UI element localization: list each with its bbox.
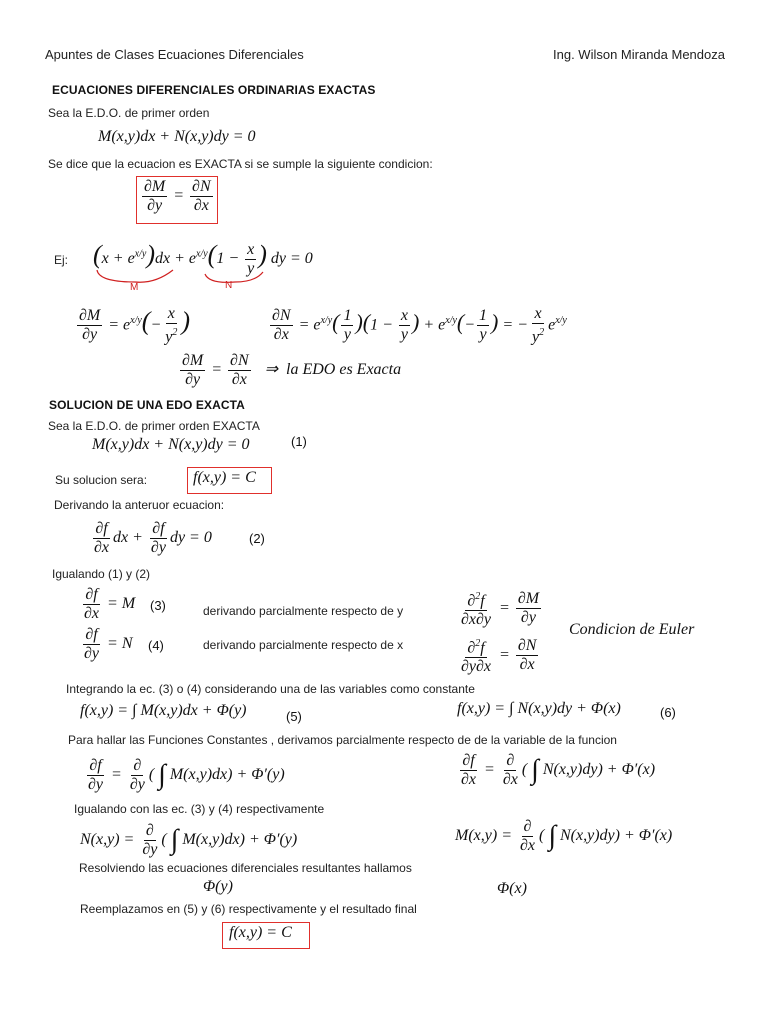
text-condicion-euler: Condicion de Euler (569, 621, 695, 638)
text-sea-exacta: Sea la E.D.O. de primer orden EXACTA (48, 419, 260, 433)
text-derivando-y: derivando parcialmente respecto de y (203, 604, 404, 618)
section-title-exactas: ECUACIONES DIFERENCIALES ORDINARIAS EXACTAS (52, 83, 376, 97)
text-su-solucion: Su solucion sera: (55, 473, 148, 487)
brace-label-n: N (225, 280, 233, 291)
equation-df-dy-phi: $\frac{\partial f}{\partial y}$ = $\frac{\partial}{\partial y}$ ( ∫ M(x,y)dx) + Φ′(y) (88, 757, 285, 793)
exactness-conclusion: $\frac{\partial M}{\partial y}$ = $\frac{\partial N}{\partial x}$ ⇒ la EDO es Exacta (182, 352, 402, 388)
text-reemplazamos: Reemplazamos en (5) y (6) respectivamente y el resultado final (80, 902, 417, 916)
result-phi-y: Φ(y) (203, 878, 233, 895)
equation-euler-2: $\frac{\partial^2f}{\partial y\partial x}$ = $\frac{\partial N}{\partial x}$ (457, 635, 540, 676)
equation-edo: M(x,y)dx + N(x,y)dy = 0 (98, 128, 256, 145)
result-phi-x: Φ(x) (497, 880, 527, 897)
partial-m-y: $\frac{\partial M}{\partial y}$ = $e^{x/y}(-$ $\frac{x}{y^2}$ ) (79, 305, 191, 346)
text-igualando-3-4: Igualando con las ec. (3) y (4) respectivamente (74, 802, 325, 816)
label-eq4: (4) (148, 638, 164, 653)
partial-n-x: $\frac{\partial N}{\partial x}$ = $e^{x/y}$( $\frac{1}{y}$ )(1 − $\frac{x}{y}$ ) + $e^{x/y}(-$ $\frac{1}{y}$ ) = − $\frac{x}{y^2}$ $e^{x/y}$ (272, 305, 567, 346)
text-derivando: Derivando la anteruor ecuacion: (54, 498, 225, 512)
text-edo-exacta: la EDO es Exacta (286, 361, 402, 379)
header-left: Apuntes de Clases Ecuaciones Diferenciales (45, 47, 304, 62)
equation-f5: f(x,y) = ∫ M(x,y)dx + Φ(y) (80, 702, 247, 719)
equation-df-dy-n: $\frac{\partial f}{\partial y}$ = N (84, 626, 133, 662)
label-eq3: (3) (150, 598, 166, 613)
label-ej: Ej: (54, 253, 69, 267)
text-se-dice: Se dice que la ecuacion es EXACTA si se sumple la siguiente condicion: (48, 157, 433, 171)
text-integrando: Integrando la ec. (3) o (4) considerando una de las variables como constante (66, 682, 475, 696)
equation-n-phi: N(x,y) = $\frac{\partial}{\partial y}$ ( ∫ M(x,y)dx) + Φ′(y) (80, 822, 298, 858)
section-title-solucion: SOLUCION DE UNA EDO EXACTA (49, 398, 245, 412)
equation-f6: f(x,y) = ∫ N(x,y)dy + Φ(x) (457, 700, 621, 717)
text-sea-primer-orden: Sea la E.D.O. de primer orden (48, 106, 210, 120)
equation-df-dx-phi: $\frac{\partial f}{\partial x}$ = $\frac{\partial}{\partial x}$ ( ∫ N(x,y)dy) + Φ′(x) (461, 752, 656, 788)
red-brace-annotations (95, 268, 295, 298)
equation-df-dx-m: $\frac{\partial f}{\partial x}$ = M (84, 586, 136, 622)
label-eq6: (6) (660, 705, 676, 720)
brace-label-m: M (130, 282, 139, 293)
condition-exactness: $\frac{\partial M}{\partial y}$ = $\frac{\partial N}{\partial x}$ (144, 178, 211, 214)
equation-edo-1: M(x,y)dx + N(x,y)dy = 0 (92, 436, 250, 453)
equation-total-differential: $\frac{\partial f}{\partial x}$ dx + $\frac{\partial f}{\partial y}$ dy = 0 (94, 520, 212, 556)
header-right: Ing. Wilson Miranda Mendoza (553, 47, 725, 62)
text-derivando-x: derivando parcialmente respecto de x (203, 638, 404, 652)
text-resolviendo: Resolviendo las ecuaciones diferenciales resultantes hallamos (79, 861, 412, 875)
final-result-f-eq-c: f(x,y) = C (229, 924, 292, 941)
text-igualando-1-2: Igualando (1) y (2) (52, 567, 151, 581)
label-eq1: (1) (291, 434, 307, 449)
solution-f-eq-c: f(x,y) = C (193, 469, 256, 486)
equation-m-phi: M(x,y) = $\frac{\partial}{\partial x}$ ( ∫ N(x,y)dy) + Φ′(x) (455, 818, 673, 854)
example-equation: $(x + e^{x/y})dx + e^{x/y}(1$ − $\frac{x}{y}$ ) dy = 0 (93, 240, 313, 277)
text-para-hallar: Para hallar las Funciones Constantes , derivamos parcialmente respecto de de la variable de la funcion (68, 733, 617, 747)
label-eq2: (2) (249, 531, 265, 546)
equation-euler-1: $\frac{\partial^2f}{\partial x\partial y}$ = $\frac{\partial M}{\partial y}$ (457, 588, 543, 629)
label-eq5: (5) (286, 709, 302, 724)
